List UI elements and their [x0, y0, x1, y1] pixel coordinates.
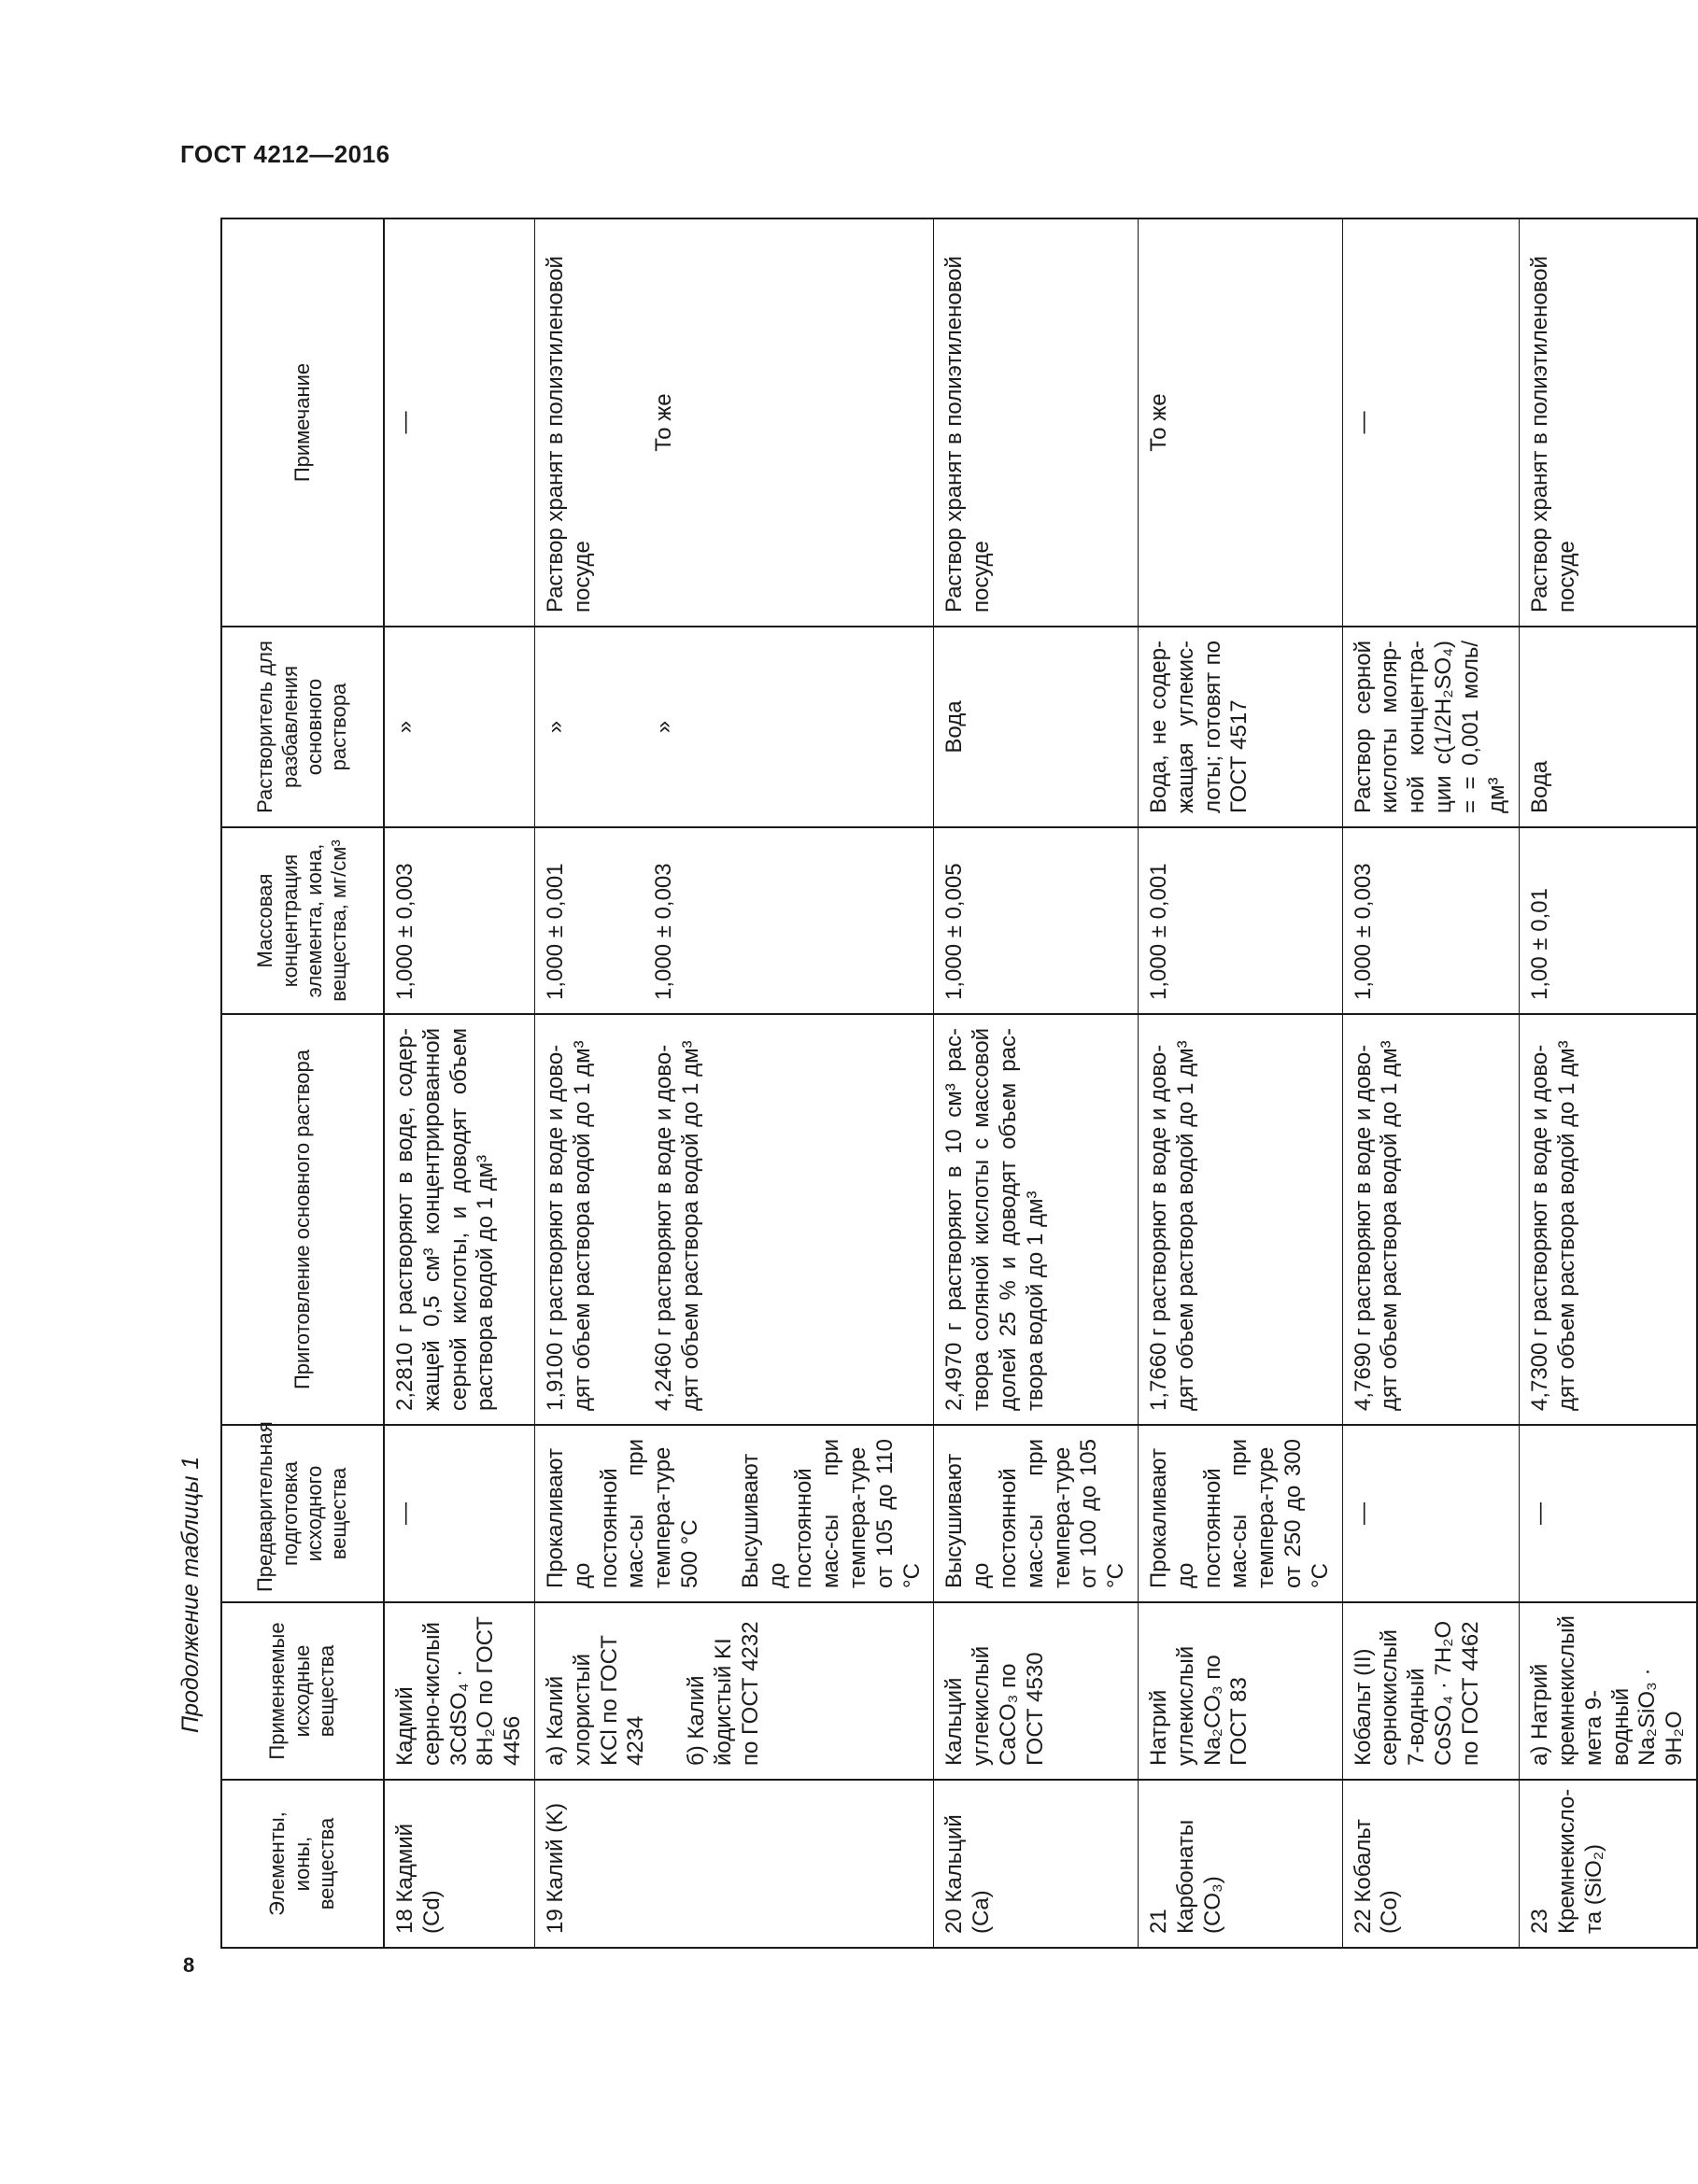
cell-preparation: 2,2810 г растворяют в воде, содер-жащей 0,5 см³ концентрированной серной кислоты, и доводят объем раствора водой до 1 дм³	[384, 1014, 534, 1425]
table-row	[1342, 218, 1520, 1948]
table-row	[384, 218, 534, 1948]
cell-concentration: 1,000 ± 0,005	[934, 827, 1139, 1014]
cell-concentration: 1,000 ± 0,003	[384, 827, 534, 1014]
note-item-a: Раствор хранят в полиэтиленовой посуде	[542, 256, 595, 613]
document-header-title: ГОСТ 4212—2016	[180, 140, 390, 168]
cell-substance: а) Натрий кремнекислый мета 9-водный Na₂SiO₃ · 9H₂O	[1520, 1602, 1697, 1780]
cell-pretreatment: —	[1520, 1425, 1697, 1602]
cell-substance: Кальций углекислый CaCO₃ по ГОСТ 4530	[934, 1602, 1139, 1780]
solvent-item-a: »	[542, 720, 568, 734]
cell-concentration: 1,00 ± 0,01	[1520, 827, 1697, 1014]
preparation-item-a: 1,9100 г растворяют в воде и дово-дят объем раствора водой до 1 дм³	[542, 1040, 595, 1411]
cell-element: 22 Кобальт (Co)	[1342, 1780, 1520, 1948]
cell-preparation: 4,7690 г растворяют в воде и дово-дят объем раствора водой до 1 дм³	[1342, 1014, 1520, 1425]
header-note: Примечание	[221, 218, 384, 627]
cell-pretreatment: —	[1342, 1425, 1520, 1602]
table-row	[1520, 218, 1697, 1948]
concentration-item-b: 1,000 ± 0,003	[650, 863, 676, 1000]
cell-solvent: Вода	[934, 627, 1139, 827]
cell-note: Раствор хранят в полиэтиленовой посуде	[1520, 218, 1697, 627]
page-number: 8	[183, 1953, 195, 1977]
substance-item-a: а) Калий хлористый KCl по ГОСТ 4234	[542, 1635, 649, 1766]
cell-substance	[534, 1602, 933, 1780]
header-preparation: Приготовление основного раствора	[221, 1014, 384, 1425]
cell-note: Раствор хранят в полиэтиленовой посуде	[934, 218, 1139, 627]
table-caption-area	[177, 1456, 209, 1760]
cell-preparation: 2,4970 г растворяют в 10 см³ рас-твора соляной кислоты с массовой долей 25 % и доводят объем рас-твора водой до 1 дм³	[934, 1014, 1139, 1425]
pretreatment-item-b: Высушивают до постоянной мас-сы при темпера-туре от 105 до 110 °C	[737, 1439, 925, 1588]
cell-substance: Кадмий серно-кислый 3CdSO₄ · 8H₂O по ГОСТ 4456	[384, 1602, 534, 1780]
cell-pretreatment	[534, 1425, 933, 1602]
table-header-row	[221, 218, 384, 1948]
cell-note	[534, 218, 933, 627]
concentration-item-a: 1,000 ± 0,001	[542, 863, 568, 1000]
note-item-b: То же	[650, 393, 676, 452]
header-solvent: Растворитель для разбавления основного раствора	[221, 627, 384, 827]
cell-concentration	[534, 827, 933, 1014]
header-pretreatment: Предварительная подготовка исходного вещества	[221, 1425, 384, 1602]
cell-solvent: Вода	[1520, 627, 1697, 827]
table-row	[534, 218, 933, 1948]
cell-solvent: Раствор серной кислоты моляр-ной концентра-ции c(1/2H₂SO₄) = = 0,001 моль/дм³	[1342, 627, 1520, 827]
cell-note: —	[1342, 218, 1520, 627]
pretreatment-item-a: Прокаливают до постоянной мас-сы при темпера-туре 500 °C	[542, 1439, 702, 1588]
solvent-item-b: »	[650, 720, 676, 734]
cell-pretreatment: Высушивают до постоянной мас-сы при темпера-туре от 100 до 105 °C	[934, 1425, 1139, 1602]
cell-pretreatment: Прокаливают до постоянной мас-сы при темпера-туре от 250 до 300 °C	[1138, 1425, 1342, 1602]
cell-preparation	[534, 1014, 933, 1425]
substance-item-b: б) Калий йодистый KI по ГОСТ 4232	[684, 1621, 763, 1766]
cell-concentration: 1,000 ± 0,001	[1138, 827, 1342, 1014]
table-row	[1138, 218, 1342, 1948]
rotated-table-container	[220, 219, 1688, 1949]
table-row	[934, 218, 1139, 1948]
cell-element: 18 Кадмий (Cd)	[384, 1780, 534, 1948]
cell-note: То же	[1138, 218, 1342, 627]
reagents-table	[220, 218, 1698, 1949]
cell-solvent: »	[384, 627, 534, 827]
cell-concentration: 1,000 ± 0,003	[1342, 827, 1520, 1014]
cell-pretreatment: —	[384, 1425, 534, 1602]
cell-preparation: 1,7660 г растворяют в воде и дово-дят объем раствора водой до 1 дм³	[1138, 1014, 1342, 1425]
preparation-item-b: 4,2460 г растворяют в воде и дово-дят объем раствора водой до 1 дм³	[650, 1040, 703, 1411]
cell-element: 20 Кальций (Ca)	[934, 1780, 1139, 1948]
header-elements: Элементы, ионы, вещества	[221, 1780, 384, 1948]
header-concentration: Массовая концентрация элемента, иона, вещества, мг/см³	[221, 827, 384, 1014]
cell-solvent: Вода, не содер-жащая углекис-лоты; готовят по ГОСТ 4517	[1138, 627, 1342, 827]
cell-solvent	[534, 627, 933, 827]
cell-note: —	[384, 218, 534, 627]
table-caption: Продолжение таблицы 1	[177, 1456, 204, 1733]
cell-substance: Натрий углекислый Na₂CO₃ по ГОСТ 83	[1138, 1602, 1342, 1780]
header-substances: Применяемые исходные вещества	[221, 1602, 384, 1780]
cell-preparation: 4,7300 г растворяют в воде и дово-дят объем раствора водой до 1 дм³	[1520, 1014, 1697, 1425]
cell-element: 19 Калий (K)	[534, 1780, 933, 1948]
cell-element: 23 Кремнекисло-та (SiO₂)	[1520, 1780, 1697, 1948]
cell-substance: Кобальт (II) сернокислый 7-водный CoSO₄ · 7H₂O по ГОСТ 4462	[1342, 1602, 1520, 1780]
cell-element: 21 Карбонаты (CO₃)	[1138, 1780, 1342, 1948]
